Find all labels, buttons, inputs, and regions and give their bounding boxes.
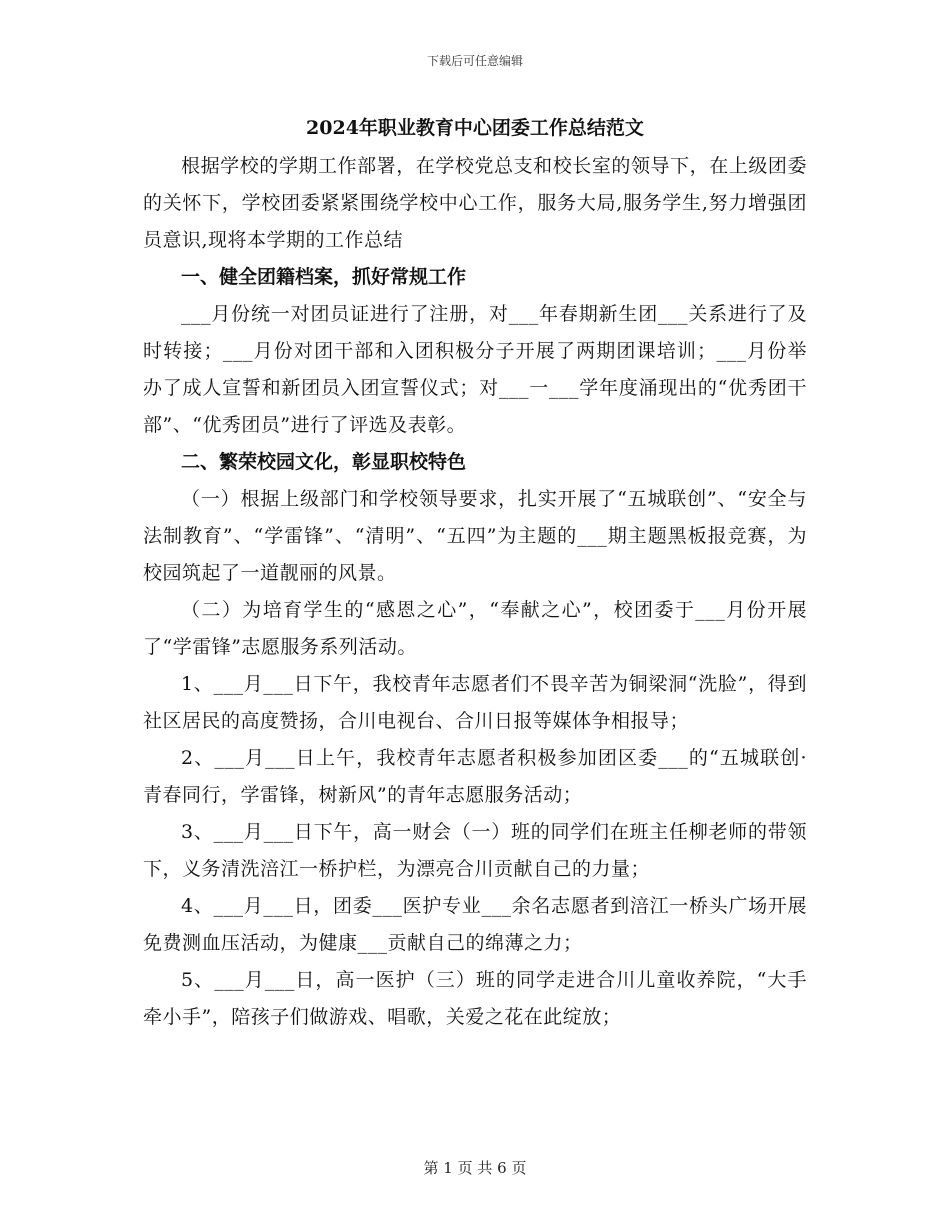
section-1-body: ___月份统一对团员证进行了注册，对___年春期新生团___关系进行了及时转接；___月份对团干部和入团积极分子开展了两期团课培训；___月份举办了成人宣誓和新团员入团宣誓仪式；对___一___学年度涌现出的“优秀团干部”、“优秀团员”进行了评选及表彰。	[143, 303, 807, 436]
page-header-note: 下载后可任意编辑	[426, 54, 523, 68]
activity-item-3: 3、___月___日下午，高一财会（一）班的同学们在班主任柳老师的带领下，义务清洗涪江一桥护栏，为漂亮合川贡献自己的力量；	[143, 821, 807, 880]
activity-item-5: 5、___月___日，高一医护（三）班的同学走进合川儿童收养院，“大手牵小手”，陪孩子们做游戏、唱歌，关爱之花在此绽放；	[143, 969, 807, 1028]
document-title: 2024年职业教育中心团委工作总结范文	[306, 117, 644, 139]
page-number: 第 1 页 共 6 页	[423, 1159, 527, 1177]
section-2-paragraph-2: （二）为培育学生的“感恩之心”，“奉献之心”，校团委于___月份开展了“学雷锋”志愿服务系列活动。	[143, 599, 807, 658]
section-2-paragraph-1: （一）根据上级部门和学校领导要求，扎实开展了“五城联创”、“安全与法制教育”、“学雷锋”、“清明”、“五四”为主题的___期主题黑板报竞赛，为校园筑起了一道靓丽的风景。	[143, 488, 807, 584]
activity-item-1: 1、___月___日下午，我校青年志愿者们不畏辛苦为铜梁洞“洗脸”，得到社区居民的高度赞扬，合川电视台、合川日报等媒体争相报导；	[143, 673, 807, 732]
document-body	[143, 114, 807, 1036]
section-1-heading: 一、健全团籍档案，抓好常规工作	[181, 266, 467, 288]
intro-paragraph: 根据学校的学期工作部署，在学校党总支和校长室的领导下，在上级团委的关怀下，学校团委紧紧围绕学校中心工作，服务大局,服务学生,努力增强团员意识,现将本学期的工作总结	[143, 155, 807, 251]
activity-item-4: 4、___月___日，团委___医护专业___余名志愿者到涪江一桥头广场开展免费测血压活动，为健康___贡献自己的绵薄之力；	[143, 895, 807, 954]
activity-item-2: 2、___月___日上午，我校青年志愿者积极参加团区委___的“五城联创·青春同行，学雷锋，树新风”的青年志愿服务活动；	[143, 747, 807, 806]
section-2-heading: 二、繁荣校园文化，彰显职校特色	[181, 451, 467, 473]
